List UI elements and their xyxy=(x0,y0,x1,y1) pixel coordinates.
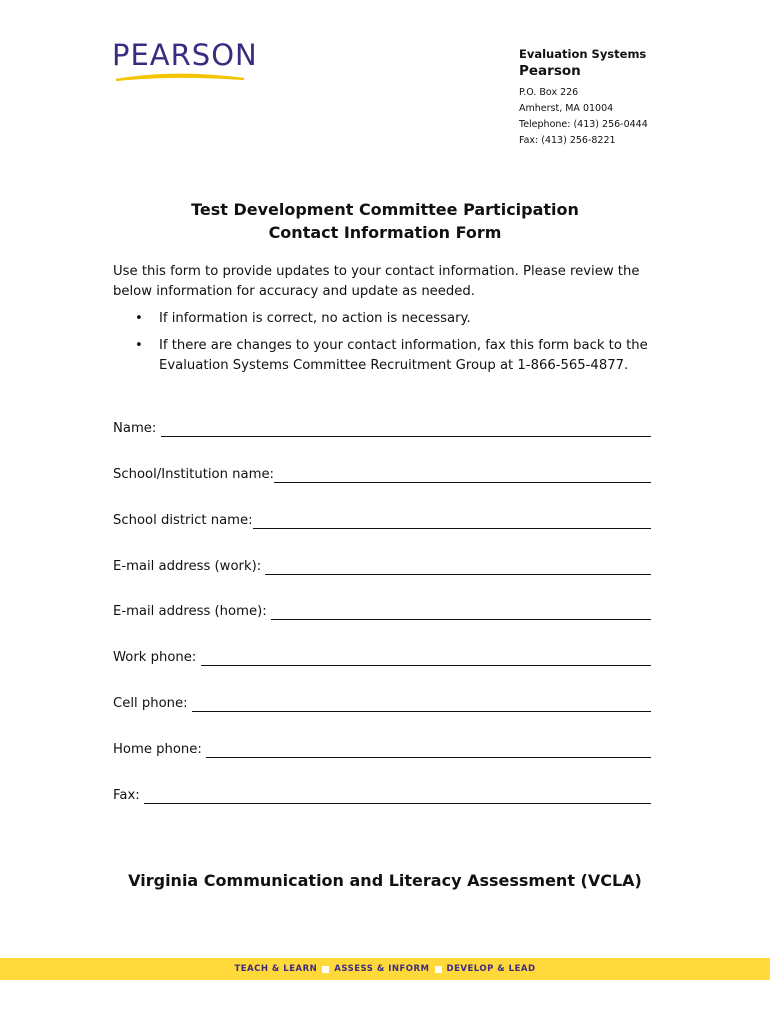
work-phone-input-line[interactable] xyxy=(201,650,652,666)
address-department: Evaluation Systems xyxy=(519,47,647,61)
logo-swoosh-icon xyxy=(114,68,246,84)
home-phone-input-line[interactable] xyxy=(206,742,651,758)
name-input-line[interactable] xyxy=(161,421,651,437)
instruction-item xyxy=(113,336,658,376)
name-field xyxy=(113,418,651,438)
instruction-text: If there are changes to your contact information, fax this form back to the Evaluation Systems Committee Recruitment Group at 1-866-565-4877. xyxy=(159,338,648,373)
fax-field xyxy=(113,785,651,805)
form-title-line-2: Contact Information Form xyxy=(268,223,502,242)
work-phone-field xyxy=(113,647,651,667)
tagline-separator-icon xyxy=(322,966,329,973)
address-po-box: P.O. Box 226 xyxy=(519,87,579,98)
email-work-field xyxy=(113,556,651,576)
address-fax: Fax: (413) 256-8221 xyxy=(519,135,616,146)
sender-address xyxy=(519,46,759,149)
email-home-label: E-mail address (home): xyxy=(113,604,271,619)
fax-label: Fax: xyxy=(113,788,144,803)
cell-phone-input-line[interactable] xyxy=(192,696,651,712)
email-home-field xyxy=(113,601,651,621)
school-label: School/Institution name: xyxy=(113,467,274,482)
work-phone-label: Work phone: xyxy=(113,650,201,665)
tagline xyxy=(234,964,535,974)
district-input-line[interactable] xyxy=(253,513,651,529)
home-phone-label: Home phone: xyxy=(113,742,207,757)
address-company: Pearson xyxy=(519,63,581,79)
tagline-develop-lead: DEVELOP & LEAD xyxy=(446,964,536,974)
email-work-input-line[interactable] xyxy=(265,559,651,575)
logo-wordmark: PEARSON xyxy=(112,38,258,72)
home-phone-field xyxy=(113,739,651,759)
bullet-icon: • xyxy=(135,311,143,326)
tagline-separator-icon xyxy=(435,966,442,973)
form-title-line-1: Test Development Committee Participation xyxy=(191,200,579,219)
form-title xyxy=(0,198,770,244)
tagline-bar xyxy=(0,958,770,980)
assessment-title: Virginia Communication and Literacy Assessment (VCLA) xyxy=(128,871,642,890)
address-telephone: Telephone: (413) 256-0444 xyxy=(519,119,648,130)
fax-input-line[interactable] xyxy=(144,788,651,804)
school-input-line[interactable] xyxy=(274,467,651,483)
district-field xyxy=(113,510,651,530)
email-home-input-line[interactable] xyxy=(271,604,651,620)
instruction-list xyxy=(113,309,658,383)
district-label: School district name: xyxy=(113,513,253,528)
instruction-item xyxy=(113,309,658,329)
cell-phone-field xyxy=(113,693,651,713)
tagline-teach-learn: TEACH & LEARN xyxy=(234,964,318,974)
address-city: Amherst, MA 01004 xyxy=(519,103,614,114)
name-label: Name: xyxy=(113,421,161,436)
instruction-text: If information is correct, no action is necessary. xyxy=(159,311,471,326)
bullet-icon: • xyxy=(135,338,143,353)
tagline-assess-inform: ASSESS & INFORM xyxy=(334,964,430,974)
pearson-logo xyxy=(112,38,258,88)
cell-phone-label: Cell phone: xyxy=(113,696,192,711)
intro-paragraph: Use this form to provide updates to your contact information. Please review the below information for accuracy and update as needed. xyxy=(113,264,640,299)
email-work-label: E-mail address (work): xyxy=(113,559,266,574)
school-field xyxy=(113,464,651,484)
